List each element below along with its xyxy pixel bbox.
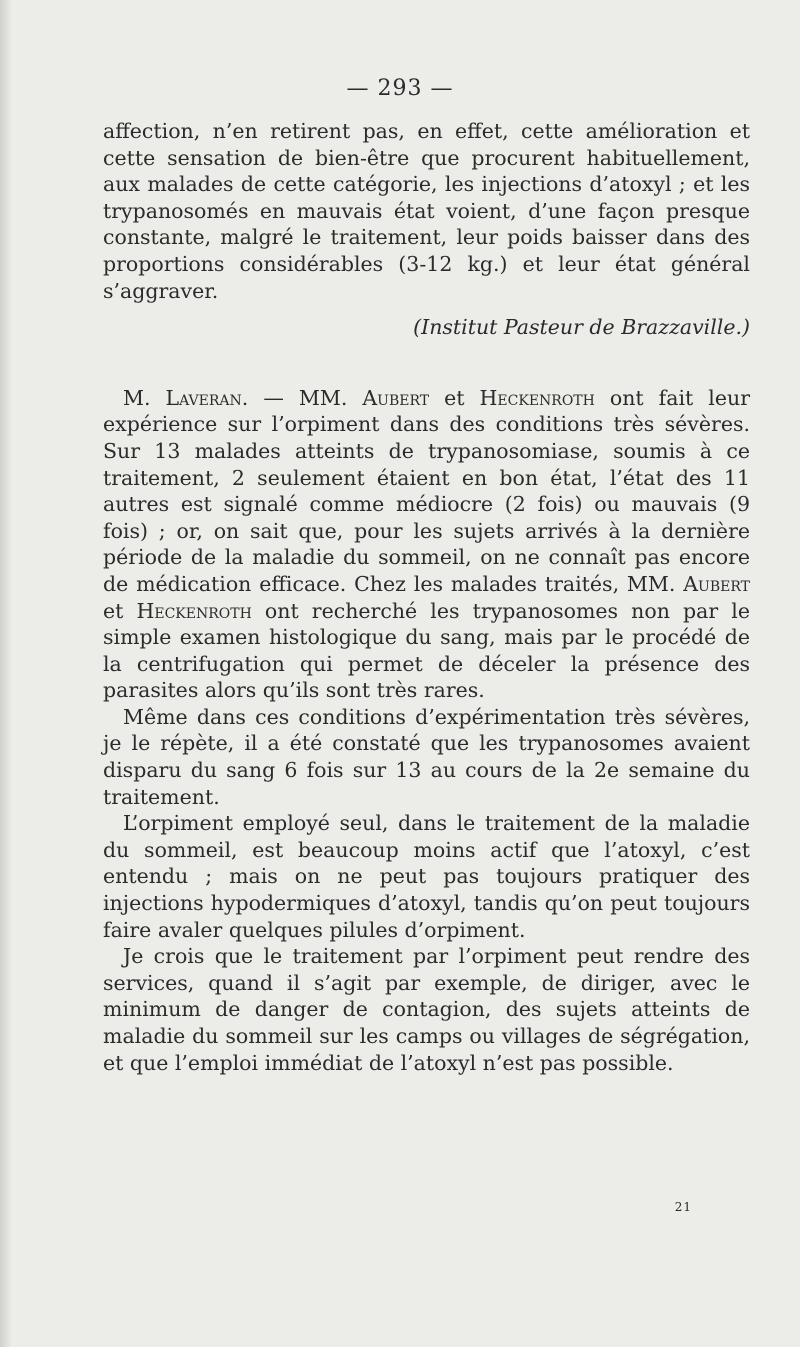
author-aubert: Aubert [362,385,430,410]
conj-text-2: et [103,598,137,623]
body-text [103,118,750,1076]
author-heckenroth-2: Heckenroth [136,598,252,623]
speaker-name: M. Laveran. [123,385,249,410]
continued-paragraph: affection, n’en retirent pas, en effet, cette amélioration et cette sensation de bien-être que procurent habituellement, aux malades de cette catégorie, les injections d’atoxyl ; et les trypanosomés en mauvais état voient, d’une façon presque constante, malgré le traitement, leur poids baisser dans des proportions considérables (3-12 kg.) et leur état général s’aggraver. [103,119,750,303]
laveran-text-2: ont recherché les trypanosomes non par le simple examen histologique du sang, mais par le procédé de la centrifugation qui permet de déceler la présence des parasites alors qu’ils sont très rares. [103,598,750,703]
author-heckenroth: Heckenroth [479,385,595,410]
paragraph-3: L’orpiment employé seul, dans le traitement de la maladie du sommeil, est beaucoup moins actif que l’atoxyl, c’est entendu ; mais on ne peut pas toujours pratiquer des injections hypodermiques d’atoxyl, tandis qu’on peut toujours faire avaler quelques pilules d’orpiment. [103,811,750,942]
signature-mark: 21 [674,1200,692,1214]
laveran-paragraph [103,385,750,704]
author-aubert-2: Aubert [683,571,750,596]
affiliation: (Institut Pasteur de Brazzaville.) [413,315,750,340]
laveran-text-1: ont fait leur expérience sur l’orpiment dans des conditions très sévères. Sur 13 malades atteints de trypanosomiase, soumis à ce traitement, 2 seulement étaient en bon état, l’état des 11 autres est signalé comme médiocre (2 fois) ou mauvais (9 fois) ; or, on sait que, pour les sujets arrivés à la dernière période de la maladie du sommeil, on ne connaît pas encore de médication efficace. Chez les malades traités, MM. [103,385,750,596]
page-number: — 293 — [346,76,454,101]
conj-text: et [429,385,480,410]
paragraph-2: Même dans ces conditions d’expérimentation très sévères, je le répète, il a été constaté que les trypanosomes avaient disparu du sang 6 fois sur 13 au cours de la 2e semaine du traitement. [103,704,750,809]
page-edge-shadow [0,0,12,1347]
section-gap [103,341,750,385]
paragraph-4: Je crois que le traitement par l’orpiment peut rendre des services, quand il s’agit par exemple, de diriger, avec le minimum de danger de contagion, des sujets atteints de maladie du sommeil sur les camps ou villages de ségrégation, et que l’emploi immédiat de l’atoxyl n’est pas possible. [103,944,750,1075]
dash-text: — MM. [248,385,363,410]
